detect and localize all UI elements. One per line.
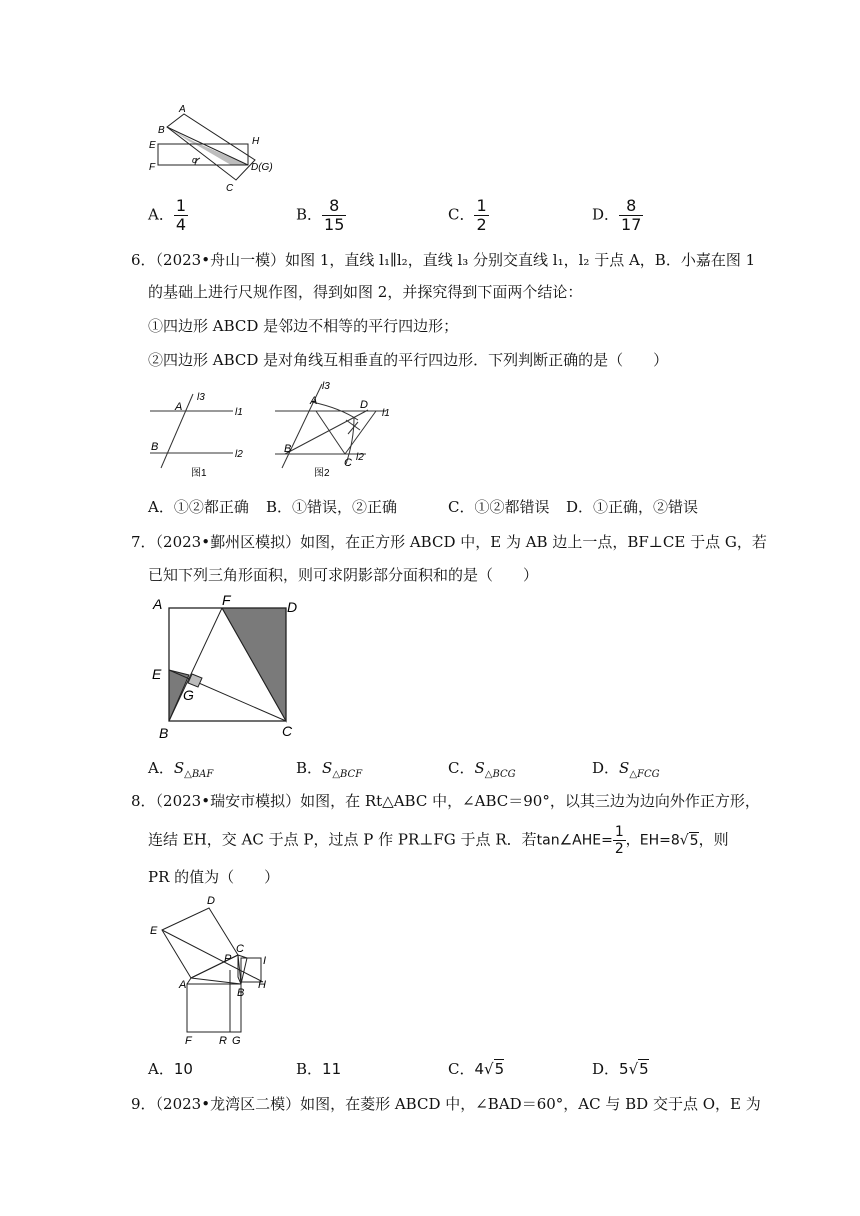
q8-label-g: G: [232, 1035, 241, 1047]
q6-fig1-label-l2: l2: [235, 449, 243, 460]
q8-figure: [145, 890, 285, 1050]
q5-option-c[interactable]: C． $\frac{1}{2}$: [448, 196, 487, 234]
q6-fig2-caption: 图2: [314, 468, 330, 478]
q5-label-e: E: [149, 140, 156, 151]
q7-option-a[interactable]: A．$S_{\triangle BAF}$: [148, 759, 214, 780]
q8-label-h: H: [258, 979, 266, 991]
q5-label-f: F: [149, 162, 156, 173]
q5-label-h: H: [252, 136, 260, 147]
q6-stem-line2: 的基础上进行尺规作图，得到如图 2，并探究得到下面两个结论：: [148, 283, 583, 301]
q8-option-c[interactable]: C．4√5: [448, 1060, 505, 1078]
q7-label-f: F: [222, 592, 231, 608]
q8-option-b[interactable]: B．11: [296, 1060, 342, 1078]
q8-label-p: P: [224, 953, 232, 965]
q8-stem-line3: PR 的值为（ ）: [148, 868, 280, 886]
q7-figure: [145, 590, 315, 740]
q5-option-a[interactable]: A． $\frac{1}{4}$: [148, 196, 187, 234]
q5-label-alpha: α: [192, 155, 198, 165]
q6-fig1-label-l3: l3: [197, 392, 205, 403]
q6-fig2-label-l2: l2: [356, 452, 364, 463]
q8-label-b: B: [237, 987, 245, 999]
q6-option-b[interactable]: B．①错误，②正确: [266, 498, 398, 516]
q8-label-i: I: [263, 955, 267, 967]
q6-fig1-label-l1: l1: [235, 407, 243, 418]
q6-stem-line1: 6．（2023•舟山一模）如图 1，直线 l₁∥l₂，直线 l₃ 分别交直线 l₁，l₂ 于点 A，B．小嘉在图 1: [131, 251, 756, 269]
q8-label-a: A: [179, 979, 187, 991]
q6-fig1-label-a: A: [175, 401, 183, 413]
q6-figure-2: [270, 378, 400, 478]
q7-label-d: D: [287, 599, 298, 615]
q8-label-e: E: [150, 925, 158, 937]
q6-fig1-label-b: B: [151, 441, 159, 453]
q6-fig2-label-c: C: [344, 457, 352, 469]
q7-stem-line2: 已知下列三角形面积，则可求阴影部分面积和的是（ ）: [148, 566, 539, 584]
q5-label-c: C: [226, 183, 234, 194]
q6-option-d[interactable]: D．①正确，②错误: [566, 498, 699, 516]
q5-option-d[interactable]: D． $\frac{8}{17}$: [592, 196, 642, 234]
q6-fig2-label-l1: l1: [382, 408, 390, 419]
q8-stem-line1: 8．（2023•瑞安市模拟）如图，在 Rt△ABC 中，∠ABC＝90°，以其三边为边向外作正方形，: [131, 792, 760, 810]
q6-option-c[interactable]: C．①②都错误: [448, 498, 550, 516]
q7-label-b: B: [159, 725, 169, 740]
q6-fig2-label-l3: l3: [322, 381, 330, 392]
q5-label-dg: D(G): [251, 162, 273, 173]
q6-fig2-label-d: D: [360, 399, 368, 411]
q6-fig2-label-b: B: [284, 443, 292, 455]
q8-stem-line2: 连结 EH，交 AC 于点 P，过点 P 作 PR⊥FG 于点 R．若tan∠AHE= $\frac{1}{2}$ ，EH=8√5，则: [148, 824, 729, 857]
q6-conclusion-1: ①四边形 ABCD 是邻边不相等的平行四边形；: [148, 317, 459, 335]
q5-label-a: A: [179, 104, 186, 115]
q6-fig1-caption: 图1: [191, 468, 207, 479]
q7-label-a: A: [153, 596, 163, 612]
q8-label-c: C: [236, 943, 244, 955]
q8-label-r: R: [219, 1035, 227, 1047]
q5-label-b: B: [158, 125, 165, 136]
q6-conclusion-2: ②四边形 ABCD 是对角线互相垂直的平行四边形．下列判断正确的是（ ）: [148, 351, 669, 369]
q8-option-d[interactable]: D．5√5: [592, 1060, 649, 1078]
q6-fig2-label-a: A: [310, 395, 318, 407]
q6-option-a[interactable]: A．①②都正确: [148, 498, 249, 516]
q7-option-d[interactable]: D．$S_{\triangle FCG}$: [592, 759, 660, 780]
q5-figure: [140, 100, 280, 195]
q7-label-e: E: [152, 666, 162, 682]
q7-label-g: G: [183, 687, 194, 703]
q5-option-b[interactable]: B． $\frac{8}{15}$: [296, 196, 345, 234]
q8-option-a[interactable]: A．10: [148, 1060, 193, 1078]
q6-figure-1: [145, 390, 255, 480]
q8-label-d: D: [207, 895, 215, 907]
q7-option-b[interactable]: B．$S_{\triangle BCF}$: [296, 759, 363, 780]
q9-stem-line1: 9．（2023•龙湾区二模）如图，在菱形 ABCD 中，∠BAD＝60°，AC 与 BD 交于点 O，E 为: [131, 1095, 761, 1113]
q7-stem-line1: 7．（2023•鄞州区模拟）如图，在正方形 ABCD 中，E 为 AB 边上一点，BF⊥CE 于点 G，若: [131, 533, 767, 551]
q7-option-c[interactable]: C．$S_{\triangle BCG}$: [448, 759, 516, 780]
q8-label-f: F: [185, 1035, 192, 1047]
q7-label-c: C: [282, 723, 293, 739]
